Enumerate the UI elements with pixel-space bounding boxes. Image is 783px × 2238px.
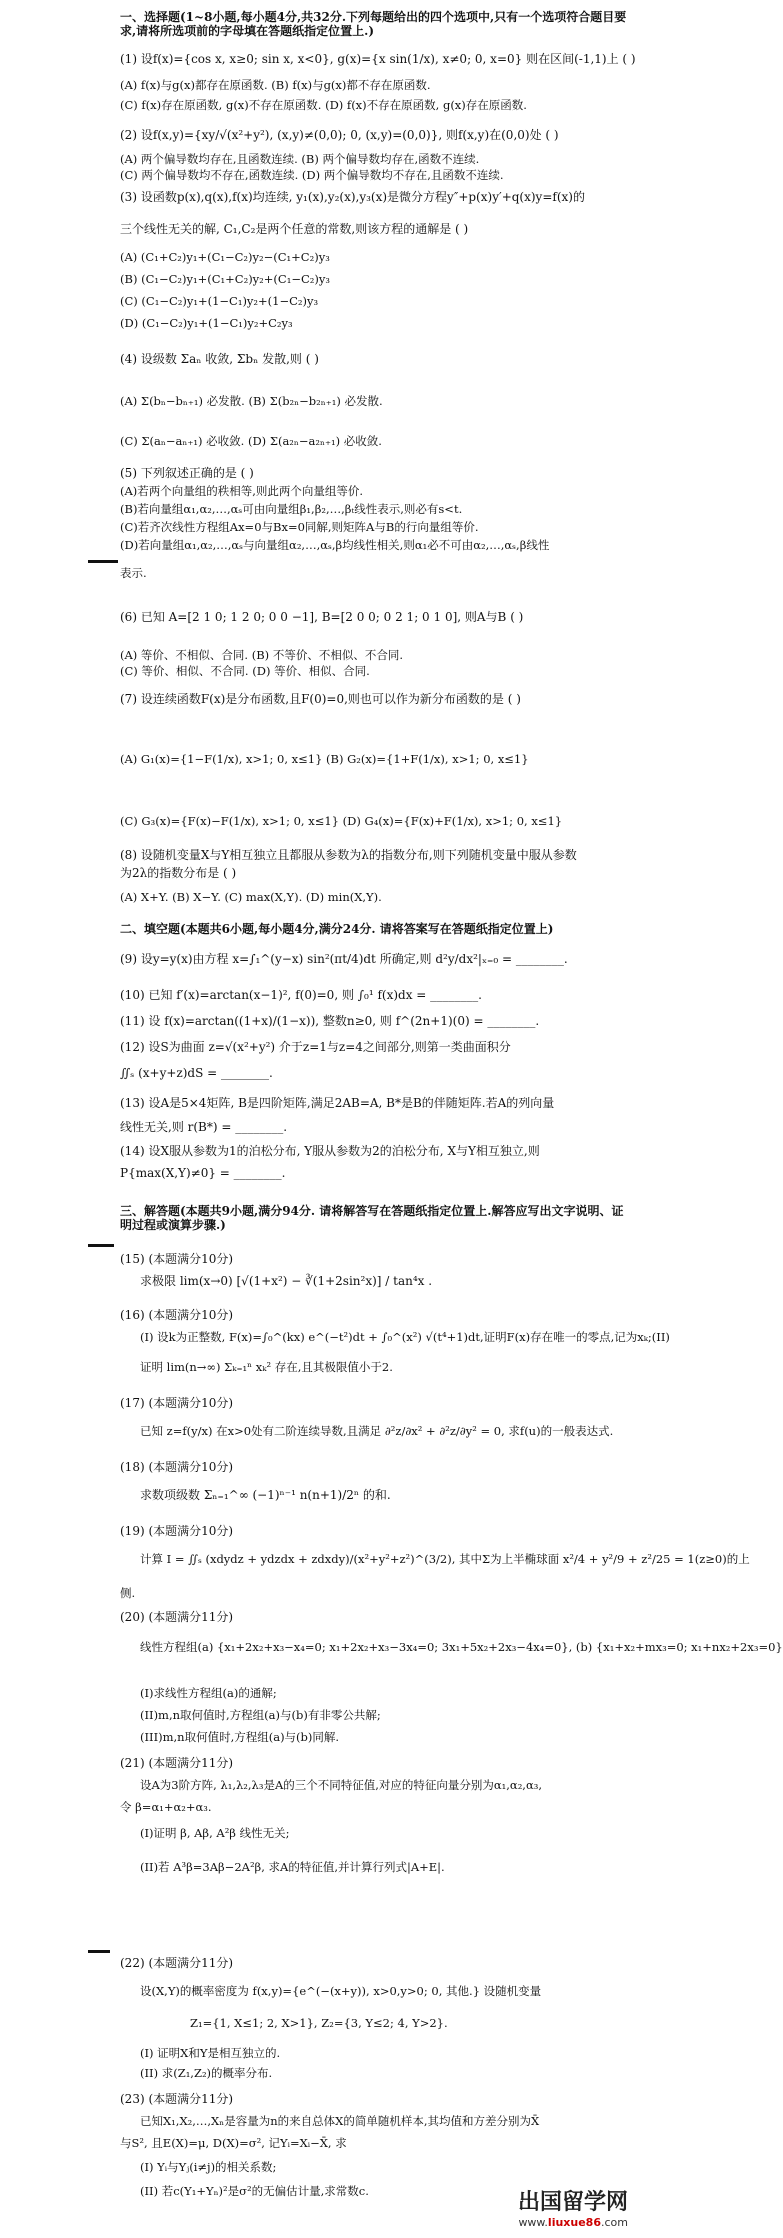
question-3-cont: 三个线性无关的解, C₁,C₂是两个任意的常数,则该方程的通解是 ( ) [120,222,469,236]
question-13: (13) 设A是5×4矩阵, B是四阶矩阵,满足2AB=A, B*是B的伴随矩阵.若A的列向量 [120,1096,555,1110]
question-22-body: 设(X,Y)的概率密度为 f(x,y)={e^(−(x+y)), x>0,y>0; 0, 其他.} 设随机变量 [140,1984,542,1998]
question-6-options-cd: (C) 等价、相似、不合同. (D) 等价、相似、合同. [120,664,370,678]
section-1-heading: 一、选择题(1~8小题,每小题4分,共32分.下列每题给出的四个选项中,只有一个选项符合题目要求,请将所选项前的字母填在答题纸指定位置上.) [120,10,627,38]
margin-mark [88,1244,114,1247]
margin-mark [88,1950,110,1953]
question-3-option-b: (B) (C₁−C₂)y₁+(C₁+C₂)y₂+(C₁−C₂)y₃ [120,272,330,286]
question-5-option-b: (B)若向量组α₁,α₂,…,αₛ可由向量组β₁,β₂,…,βₜ线性表示,则必有s<t. [120,502,463,516]
question-17: (17) (本题满分10分) [120,1396,234,1410]
question-10: (10) 已知 f′(x)=arctan(x−1)², f(0)=0, 则 ∫₀¹ f(x)dx = ________. [120,988,482,1002]
margin-mark [88,560,118,563]
watermark-site-name: 出国留学网 [517,2189,628,2215]
question-5-option-d-cont: 表示. [120,566,147,580]
question-15-body: 求极限 lim(x→0) [√(1+x²) − ∛(1+2sin²x)] / tan⁴x . [140,1274,433,1288]
question-12: (12) 设S为曲面 z=√(x²+y²) 介于z=1与z=4之间部分,则第一类曲面积分 [120,1040,511,1054]
section-3-heading: 三、解答题(本题共9小题,满分94分. 请将解答写在答题纸指定位置上.解答应写出文字说明、证明过程或演算步骤.) [120,1204,624,1232]
question-17-body: 已知 z=f(y/x) 在x>0处有二阶连续导数,且满足 ∂²z/∂x² + ∂²z/∂y² = 0, 求f(u)的一般表达式. [140,1424,614,1438]
question-4-options-ab: (A) Σ(bₙ−bₙ₊₁) 必发散. (B) Σ(b₂ₙ−b₂ₙ₊₁) 必发散. [120,394,383,408]
question-5-option-c: (C)若齐次线性方程组Ax=0与Bx=0同解,则矩阵A与B的行向量组等价. [120,520,479,534]
question-19: (19) (本题满分10分) [120,1524,234,1538]
question-14-cont: P{max(X,Y)≠0} = ________. [120,1166,286,1180]
question-8-options: (A) X+Y. (B) X−Y. (C) max(X,Y). (D) min(X,Y). [120,890,382,904]
question-7: (7) 设连续函数F(x)是分布函数,且F(0)=0,则也可以作为新分布函数的是 ( ) [120,692,521,706]
question-21-body: 设A为3阶方阵, λ₁,λ₂,λ₃是A的三个不同特征值,对应的特征向量分别为α₁,α₂,α₃, [140,1778,542,1792]
question-19-body: 计算 I = ∬ₛ (xdydz + ydzdx + zdxdy)/(x²+y²+z²)^(3/2), 其中Σ为上半椭球面 x²/4 + y²/9 + z²/25 = 1(z≥0)的上 [140,1552,750,1566]
question-23-body: 已知X₁,X₂,…,Xₙ是容量为n的来自总体X的简单随机样本,其均值和方差分别为X̄ [140,2114,540,2128]
watermark-url-brand: liuxue86 [547,2216,601,2230]
question-4: (4) 设级数 Σaₙ 收敛, Σbₙ 发散,则 ( ) [120,352,319,366]
question-3-option-c: (C) (C₁−C₂)y₁+(1−C₁)y₂+(1−C₂)y₃ [120,294,319,308]
section-2-heading: 二、填空题(本题共6小题,每小题4分,满分24分. 请将答案写在答题纸指定位置上) [120,922,554,936]
question-21-part-2: (II)若 A³β=3Aβ−2A²β, 求A的特征值,并计算行列式|A+E|. [140,1860,445,1874]
question-16-body-cont: 证明 lim(n→∞) Σₖ₌₁ⁿ xₖ² 存在,且其极限值小于2. [140,1360,393,1374]
question-5-option-d: (D)若向量组α₁,α₂,…,αₛ与向量组α₂,…,αₛ,β均线性相关,则α₁必不可由α₂,…,αₛ,β线性 [120,538,550,552]
question-8-cont: 为2λ的指数分布是 ( ) [120,866,237,880]
question-3-option-a: (A) (C₁+C₂)y₁+(C₁−C₂)y₂−(C₁+C₂)y₃ [120,250,330,264]
question-20-part-1: (I)求线性方程组(a)的通解; [140,1686,277,1700]
question-7-options-cd: (C) G₃(x)={F(x)−F(1/x), x>1; 0, x≤1} (D) G₄(x)={F(x)+F(1/x), x>1; 0, x≤1} [120,814,563,828]
question-19-body-cont: 侧. [120,1586,136,1600]
question-21-body-cont: 令 β=α₁+α₂+α₃. [120,1800,212,1814]
question-16: (16) (本题满分10分) [120,1308,234,1322]
question-14: (14) 设X服从参数为1的泊松分布, Y服从参数为2的泊松分布, X与Y相互独立,则 [120,1144,540,1158]
watermark-url: www.liuxue86.com [518,2216,628,2230]
site-watermark [518,2189,628,2230]
question-13-cont: 线性无关,则 r(B*) = ________. [120,1120,288,1134]
question-22-part-2: (II) 求(Z₁,Z₂)的概率分布. [140,2066,273,2080]
question-12-cont: ∬ₛ (x+y+z)dS = ________. [120,1066,273,1080]
question-23-part-1: (I) Yᵢ与Yⱼ(i≠j)的相关系数; [140,2160,277,2174]
question-2: (2) 设f(x,y)={xy/√(x²+y²), (x,y)≠(0,0); 0, (x,y)=(0,0)}, 则f(x,y)在(0,0)处 ( ) [120,128,559,142]
question-23-part-2: (II) 若c(Y₁+Yₙ)²是σ²的无偏估计量,求常数c. [140,2184,369,2198]
question-4-options-cd: (C) Σ(aₙ−aₙ₊₁) 必收敛. (D) Σ(a₂ₙ−a₂ₙ₊₁) 必收敛. [120,434,382,448]
question-18: (18) (本题满分10分) [120,1460,234,1474]
question-21: (21) (本题满分11分) [120,1756,234,1770]
question-22-body-cont: Z₁={1, X≤1; 2, X>1}, Z₂={3, Y≤2; 4, Y>2}. [190,2016,448,2030]
question-6-options-ab: (A) 等价、不相似、合同. (B) 不等价、不相似、不合同. [120,648,403,662]
question-16-body: (I) 设k为正整数, F(x)=∫₀^(kx) e^(−t²)dt + ∫₀^(x²) √(t⁴+1)dt,证明F(x)存在唯一的零点,记为xₖ;(II) [140,1330,670,1344]
question-1-options-cd: (C) f(x)存在原函数, g(x)不存在原函数. (D) f(x)不存在原函数, g(x)存在原函数. [120,98,527,112]
question-1-options-ab: (A) f(x)与g(x)都存在原函数. (B) f(x)与g(x)都不存在原函数. [120,78,431,92]
question-22-part-1: (I) 证明X和Y是相互独立的. [140,2046,281,2060]
question-21-part-1: (I)证明 β, Aβ, A²β 线性无关; [140,1826,290,1840]
question-6: (6) 已知 A=[2 1 0; 1 2 0; 0 0 −1], B=[2 0 0; 0 2 1; 0 1 0], 则A与B ( ) [120,610,524,624]
question-9: (9) 设y=y(x)由方程 x=∫₁^(y−x) sin²(πt/4)dt 所确定,则 d²y/dx²|ₓ₌₀ = ________. [120,952,568,966]
question-2-options-cd: (C) 两个偏导数均不存在,函数连续. (D) 两个偏导数均不存在,且函数不连续. [120,168,504,182]
question-3-option-d: (D) (C₁−C₂)y₁+(1−C₁)y₂+C₂y₃ [120,316,293,330]
question-2-options-ab: (A) 两个偏导数均存在,且函数连续. (B) 两个偏导数均存在,函数不连续. [120,152,480,166]
question-20-part-3: (III)m,n取何值时,方程组(a)与(b)同解. [140,1730,340,1744]
question-18-body: 求数项级数 Σₙ₌₁^∞ (−1)ⁿ⁻¹ n(n+1)/2ⁿ 的和. [140,1488,391,1502]
question-7-options-ab: (A) G₁(x)={1−F(1/x), x>1; 0, x≤1} (B) G₂(x)={1+F(1/x), x>1; 0, x≤1} [120,752,529,766]
question-20-body: 线性方程组(a) {x₁+2x₂+x₃−x₄=0; x₁+2x₂+x₃−3x₄=0; 3x₁+5x₂+2x₃−4x₄=0}, (b) {x₁+x₂+mx₃=0; x₁+nx₂+2x₃=0} [140,1640,783,1654]
question-8: (8) 设随机变量X与Y相互独立且都服从参数为λ的指数分布,则下列随机变量中服从参数 [120,848,577,862]
question-22: (22) (本题满分11分) [120,1956,234,1970]
question-5-option-a: (A)若两个向量组的秩相等,则此两个向量组等价. [120,484,364,498]
question-20: (20) (本题满分11分) [120,1610,234,1624]
question-23: (23) (本题满分11分) [120,2092,234,2106]
question-3: (3) 设函数p(x),q(x),f(x)均连续, y₁(x),y₂(x),y₃(x)是微分方程y″+p(x)y′+q(x)y=f(x)的 [120,190,585,204]
question-11: (11) 设 f(x)=arctan((1+x)/(1−x)), 整数n≥0, 则 f^(2n+1)(0) = ________. [120,1014,540,1028]
question-20-part-2: (II)m,n取何值时,方程组(a)与(b)有非零公共解; [140,1708,381,1722]
question-5: (5) 下列叙述正确的是 ( ) [120,466,254,480]
question-23-body-cont: 与S², 且E(X)=μ, D(X)=σ², 记Yᵢ=Xᵢ−X̄, 求 [120,2136,347,2150]
question-1: (1) 设f(x)={cos x, x≥0; sin x, x<0}, g(x)={x sin(1/x), x≠0; 0, x=0} 则在区间(-1,1)上 ( ) [120,52,636,66]
question-15: (15) (本题满分10分) [120,1252,234,1266]
